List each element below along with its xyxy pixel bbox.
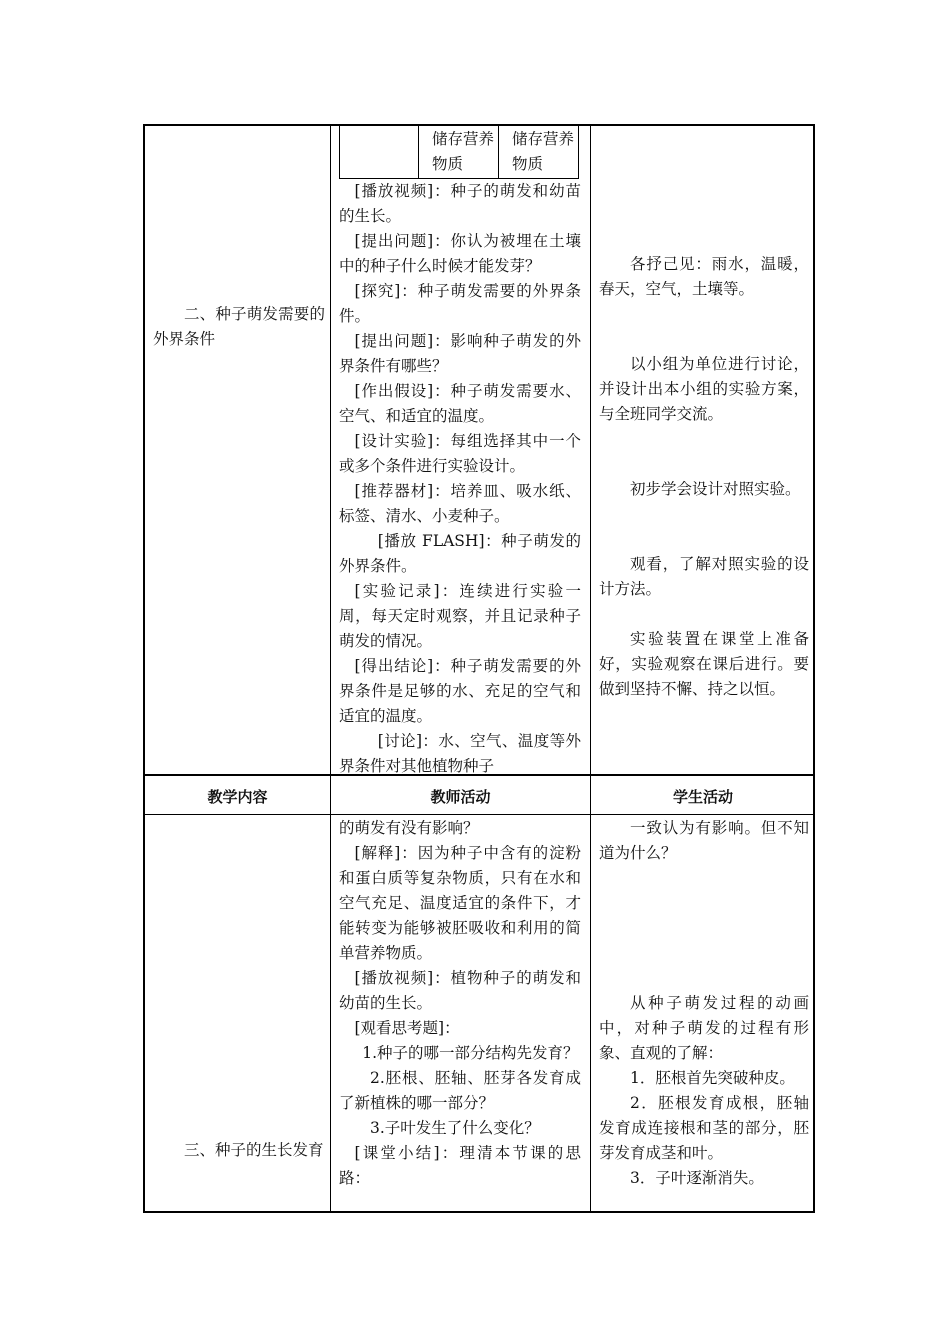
student-paragraph: 3．子叶逐渐消失。 [630, 1169, 764, 1187]
upper-section-label: 二、种子萌发需要的外界条件 [153, 305, 325, 348]
teacher-paragraph: 的萌发有没有影响？ [339, 819, 479, 837]
teacher-paragraph: [推荐器材]：培养皿、吸水纸、标签、清水、小麦种子。 [339, 482, 581, 525]
inner-table-cell-1 [340, 126, 418, 179]
inner-table-divider-2 [498, 126, 499, 178]
inner-table-cell-2: 储存营养物质 [432, 130, 495, 173]
teacher-paragraph: [作出假设]：种子萌发需要水、空气、和适宜的温度。 [339, 382, 581, 425]
column-divider-2 [590, 126, 591, 1211]
header-student-activity: 学生活动 [672, 788, 733, 806]
upper-student-activity [599, 252, 809, 702]
lower-student-activity [599, 816, 809, 1191]
teacher-paragraph: [得出结论]：种子萌发需要的外界条件是足够的水、充足的空气和适宜的温度。 [339, 657, 581, 725]
teacher-paragraph: [探究]：种子萌发需要的外界条件。 [339, 282, 581, 325]
inner-table-cell-3: 储存营养物质 [512, 130, 575, 173]
lower-section-label: 三、种子的生长发育 [184, 1141, 324, 1159]
student-paragraph: 从种子萌发过程的动画中，对种子萌发的过程有形象、直观的了解： [599, 994, 809, 1062]
lower-teacher-activity [339, 816, 581, 1191]
teacher-paragraph: [解释]：因为种子中含有的淀粉和蛋白质等复杂物质，只有在水和空气充足、温度适宜的条件下，才能转变为能够被胚吸收和利用的简单营养物质。 [339, 844, 581, 962]
header-teaching-content: 教学内容 [207, 788, 268, 806]
student-paragraph: 初步学会设计对照实验。 [630, 480, 801, 498]
teacher-paragraph: 2.胚根、胚轴、胚芽各发育成了新植株的哪一部分？ [339, 1069, 581, 1112]
teacher-paragraph: [课堂小结]：理清本节课的思路： [339, 1144, 581, 1187]
inner-table [339, 126, 579, 179]
column-divider-1 [330, 126, 331, 1211]
teacher-paragraph: [观看思考题]： [354, 1019, 460, 1037]
upper-teacher-activity [339, 179, 581, 779]
inner-table-divider-1 [418, 126, 419, 178]
student-paragraph: 2．胚根发育成根，胚轴发育成连接根和茎的部分，胚芽发育成茎和叶。 [599, 1094, 809, 1162]
teacher-paragraph: [播放 FLASH]：种子萌发的外界条件。 [339, 532, 581, 575]
teacher-paragraph: [播放视频]：植物种子的萌发和幼苗的生长。 [339, 969, 581, 1012]
teacher-paragraph: [实验记录]：连续进行实验一周，每天定时观察，并且记录种子萌发的情况。 [339, 582, 581, 650]
student-paragraph: 以小组为单位进行讨论，并设计出本小组的实验方案，与全班同学交流。 [599, 355, 809, 423]
teacher-paragraph: [设计实验]：每组选择其中一个或多个条件进行实验设计。 [339, 432, 581, 475]
header-teacher-activity: 教师活动 [430, 788, 491, 806]
teacher-paragraph: [播放视频]：种子的萌发和幼苗的生长。 [339, 182, 581, 225]
teacher-paragraph: [提出问题]：你认为被埋在土壤中的种子什么时候才能发芽？ [339, 232, 581, 275]
student-paragraph: 实验装置在课堂上准备好，实验观察在课后进行。要做到坚持不懈、持之以恒。 [599, 630, 809, 698]
lesson-table [143, 124, 815, 1213]
student-paragraph: 观看，了解对照实验的设计方法。 [599, 555, 809, 598]
teacher-paragraph: [讨论]：水、空气、温度等外界条件对其他植物种子 [339, 732, 581, 775]
teacher-paragraph: [提出问题]：影响种子萌发的外界条件有哪些？ [339, 332, 581, 375]
teacher-paragraph: 3.子叶发生了什么变化？ [370, 1119, 540, 1137]
teacher-paragraph: 1.种子的哪一部分结构先发育？ [362, 1044, 579, 1062]
header-bottom-rule [145, 814, 813, 815]
student-paragraph: 一致认为有影响。但不知道为什么？ [599, 819, 809, 862]
student-paragraph: 1．胚根首先突破种皮。 [630, 1069, 795, 1087]
student-paragraph: 各抒己见：雨水，温暖，春天，空气，土壤等。 [599, 255, 809, 298]
